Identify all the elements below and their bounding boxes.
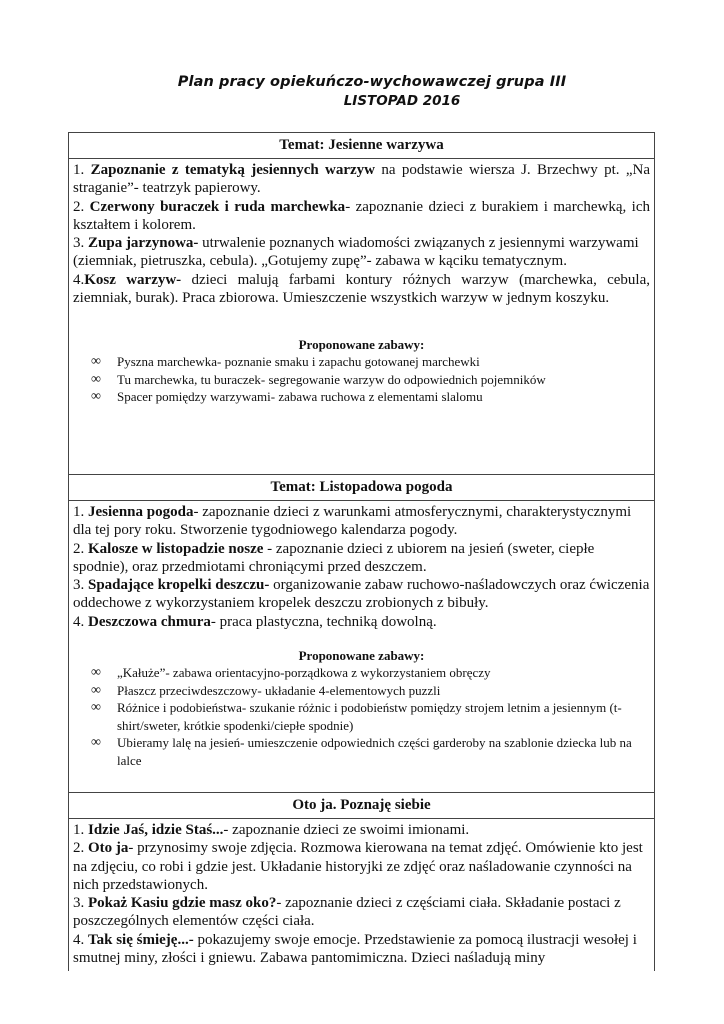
item-title: Kalosze w listopadzie nosze [88,540,264,557]
section-autumn-vegetables [68,133,655,475]
item-number: 2. [73,840,88,857]
item-description: - zapoznanie dzieci z warunkami atmosferycznymi, charakterystycznymi dla tej pory roku. Stworzenie tygodniowego kalendarza pogody. [73,504,632,539]
item-number: 3. [73,235,88,252]
infinity-bullet-icon: ∞ [91,354,101,370]
item-description: utrwalenie poznanych wiadomości związanych z jesiennymi warzywami (ziemniak, pietruszka, cebula). „Gotujemy zupę”- zabawa w kąciku tematycznym. [73,235,639,270]
item-number: 2. [73,540,88,557]
item-title: Czerwony buraczek i ruda marchewka [89,198,346,215]
game-text: Tu marchewka, tu buraczek- segregowanie warzyw do odpowiednich pojemników [117,371,546,387]
section-heading: Temat: Jesienne warzywa [69,133,654,159]
activity-item [73,576,650,613]
infinity-bullet-icon: ∞ [91,700,101,716]
item-title: Deszczowa chmura [88,613,211,630]
item-title: Pokaż Kasiu gdzie masz oko? [88,895,277,912]
item-title: Zapoznanie z tematyką jesiennych warzyw [90,162,376,178]
game-text: „Kałuże”- zabawa orientacyjno-porządkowa z wykorzystaniem obręczy [117,665,491,681]
infinity-bullet-icon: ∞ [91,682,101,698]
item-description: - przynosimy swoje zdjęcia. Rozmowa kierowana na temat zdjęć. Omówienie kto jest na zdjęciu, co robi i gdzie jest. Układanie historyjki ze zdjęć oraz naśladowanie czynności na nich przedstawionych. [73,840,643,893]
item-description: dzieci malują farbami kontury różnych warzyw (marchewka, cebula, ziemniak, burak). Praca zbiorowa. Umieszczenie wszystkich warzyw w jednym koszyku. [73,271,650,307]
section-this-is-me [68,793,655,971]
games-list [73,353,650,406]
document-header [0,74,724,109]
game-text: Płaszcz przeciwdeszczowy- układanie 4-elementowych puzzli [117,682,441,698]
game-text: Spacer pomiędzy warzywami- zabawa ruchowa z elementami slalomu [117,389,483,405]
infinity-bullet-icon: ∞ [91,665,101,681]
game-item [73,664,650,682]
activity-item [73,821,650,839]
games-list [73,664,650,769]
activity-item [73,234,650,271]
item-number: 4. [73,931,88,948]
section-body [69,501,654,793]
game-text: Pyszna marchewka- poznanie smaku i zapachu gotowanej marchewki [117,354,480,370]
item-description: organizowanie zabaw ruchowo-naśladowczych oraz ćwiczenia oddechowe z wykorzystaniem kropelek deszczu zrobionych z bibuły. [73,577,650,612]
item-title: Tak się śmieję...- [88,931,194,948]
document-title: Plan pracy opiekuńczo-wychowawczej grupa III [177,74,567,90]
item-description: pokazujemy swoje emocje. Przedstawienie za pomocą ilustracji wesołej i smutnej miny, złości i gniewu. Zabawa pantomimiczna. Dzieci naśladują miny [73,931,637,967]
item-title: Jesienna pogoda [88,504,194,520]
section-body [69,819,654,971]
item-number: 2. [73,198,90,215]
activity-item [73,613,650,631]
activity-item [73,271,650,308]
item-title: Kosz warzyw- [84,271,182,288]
item-number: 1. [73,162,91,178]
item-number: 3. [73,895,88,912]
game-item [73,682,650,700]
item-number: 4. [73,271,85,288]
activity-item [73,540,650,577]
item-description: - zapoznanie dzieci z ubiorem na jesień (sweter, ciepłe spodnie), oraz przedmiotami chroniącymi przed deszczem. [73,540,595,575]
item-number: 3. [73,577,88,594]
item-title: Oto ja [88,840,129,857]
activity-item [73,839,650,894]
section-body [69,159,654,475]
activity-item [73,894,650,931]
game-item [73,699,650,734]
item-description: - praca plastyczna, techniką dowolną. [210,613,437,630]
activity-item [73,931,650,968]
activity-item [73,198,650,235]
infinity-bullet-icon: ∞ [91,735,101,751]
plan-table [68,132,655,971]
item-number: 1. [73,822,88,838]
item-description: - zapoznanie dzieci z częściami ciała. Składanie postaci z poszczególnych elementów części ciała. [73,895,621,930]
game-text: Różnice i podobieństwa- szukanie różnic i podobieństw pomiędzy strojem letnim a jesiennym (t-shirt/sweter, krótkie spodenki/ciepłe spodnie) [117,700,622,733]
item-number: 1. [73,504,88,520]
item-title: Zupa jarzynowa- [88,235,199,252]
game-item [73,388,650,406]
item-description: - zapoznanie dzieci ze swoimi imionami. [223,822,470,838]
item-description: na podstawie wiersza J. Brzechwy pt. „Na straganie”- teatrzyk papierowy. [73,162,651,197]
section-heading: Oto ja. Poznaję siebie [69,793,654,819]
item-title: Spadające kropelki deszczu- [88,577,270,594]
game-text: Ubieramy lalę na jesień- umieszczenie odpowiednich części garderoby na szablonie dziecka lub na lalce [117,735,632,768]
activity-item [73,503,650,540]
document-subtitle: LISTOPAD 2016 [343,93,461,109]
game-item [73,353,650,371]
section-november-weather [68,475,655,793]
activity-item [73,161,650,198]
section-heading: Temat: Listopadowa pogoda [69,475,654,501]
item-number: 4. [73,613,88,630]
item-title: Idzie Jaś, idzie Staś... [88,822,224,838]
proposals-heading: Proponowane zabawy: [298,648,425,664]
infinity-bullet-icon: ∞ [91,389,101,405]
game-item [73,734,650,769]
game-item [73,371,650,389]
infinity-bullet-icon: ∞ [91,371,101,387]
item-description: - zapoznanie dzieci z burakiem i marchewką, ich kształtem i kolorem. [73,198,650,233]
proposals-heading: Proponowane zabawy: [298,337,425,353]
